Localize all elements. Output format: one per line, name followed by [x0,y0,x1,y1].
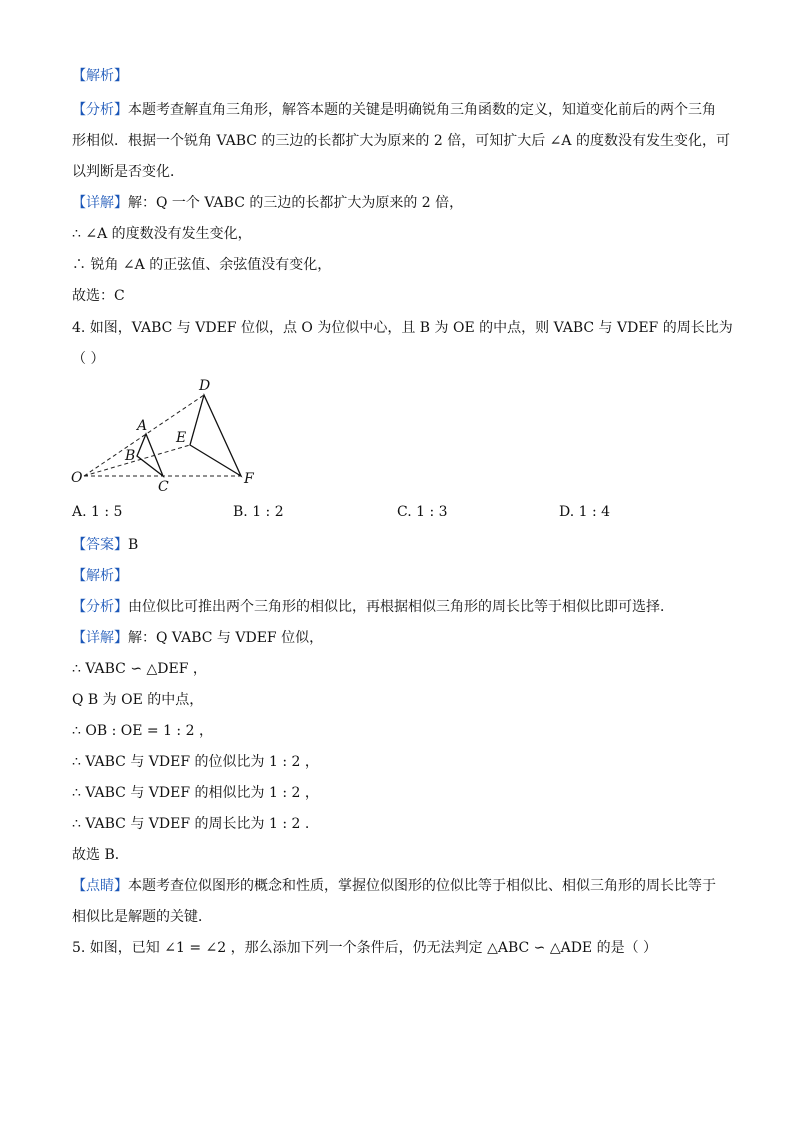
solution-q4-line-4: ∴ OB : OE = 1 : 2 ， [72,723,213,739]
label-c: C [158,479,169,495]
analysis-paragraph-line-1: 【分析】本题考查解直角三角形，解答本题的关键是明确锐角三角函数的定义，知道变化前后的两个三角 [72,102,716,118]
solution-q4-line-5: ∴ VABC 与 VDEF 的位似比为 1 : 2 ， [72,754,319,770]
homothety-figure [66,372,266,497]
analysis-paragraph-line-2: 形相似．根据一个锐角 VABC 的三边的长都扩大为原来的 2 倍，可知扩大后 ∠A 的度数没有发生变化，可 [72,133,730,149]
label-f: F [244,471,254,487]
ray-oe [84,445,190,476]
triangle-def [190,395,241,476]
analysis-line-q4: 【分析】由位似比可推出两个三角形的相似比，再根据相似三角形的周长比等于相似比即可选择． [72,599,674,615]
solution-q4-line-2: ∴ VABC ∽ △DEF ， [72,661,207,677]
question-4-blank: （ ） [72,351,105,367]
solution-q4-line-3: Q B 为 OE 的中点， [72,692,204,708]
section-heading-analysis: 【解析】 [72,68,128,84]
triangle-abc [137,434,163,476]
label-d: D [199,378,211,394]
label-e: E [176,430,187,446]
solution-q4-line-6: ∴ VABC 与 VDEF 的相似比为 1 : 2 ， [72,785,319,801]
label-a: A [137,418,148,434]
section-heading-analysis-2: 【解析】 [72,568,128,584]
solution-line-2: ∴ ∠A 的度数没有发生变化， [72,226,252,242]
comment-line-1: 【点睛】本题考查位似图形的概念和性质，掌握位似图形的位似比等于相似比、相似三角形的周长比等于 [72,878,716,894]
solution-line-1: 【详解】解：Q 一个 VABC 的三边的长都扩大为原来的 2 倍， [72,195,464,211]
question-4-options [72,504,722,524]
option-c: C. 1 : 3 [397,504,448,520]
comment-line-2: 相似比是解题的关键． [72,909,212,925]
question-4-text: 4. 如图，VABC 与 VDEF 位似，点 O 为位似中心，且 B 为 OE 的中点，则 VABC 与 VDEF 的周长比为 [72,320,733,336]
question-5-text: 5. 如图，已知 ∠1 = ∠2 ，那么添加下列一个条件后，仍无法判定 △ABC ∽ △ADE 的是（ ） [72,940,658,956]
solution-line-3: ∴ 锐角 ∠A 的正弦值、余弦值没有变化， [72,257,332,273]
option-d: D. 1 : 4 [559,504,611,520]
solution-q4-line-1: 【详解】解：Q VABC 与 VDEF 位似， [72,630,324,646]
answer-choice-line: 故选：C [72,288,125,304]
option-a: A. 1 : 5 [72,504,123,520]
answer-line: 【答案】B [72,537,139,553]
label-o: O [71,470,83,486]
label-b: B [125,448,136,464]
analysis-paragraph-line-3: 以判断是否变化． [72,164,184,180]
solution-q4-choice: 故选 B． [72,847,129,863]
solution-q4-line-7: ∴ VABC 与 VDEF 的周长比为 1 : 2 . [72,816,310,832]
option-b: B. 1 : 2 [233,504,284,520]
